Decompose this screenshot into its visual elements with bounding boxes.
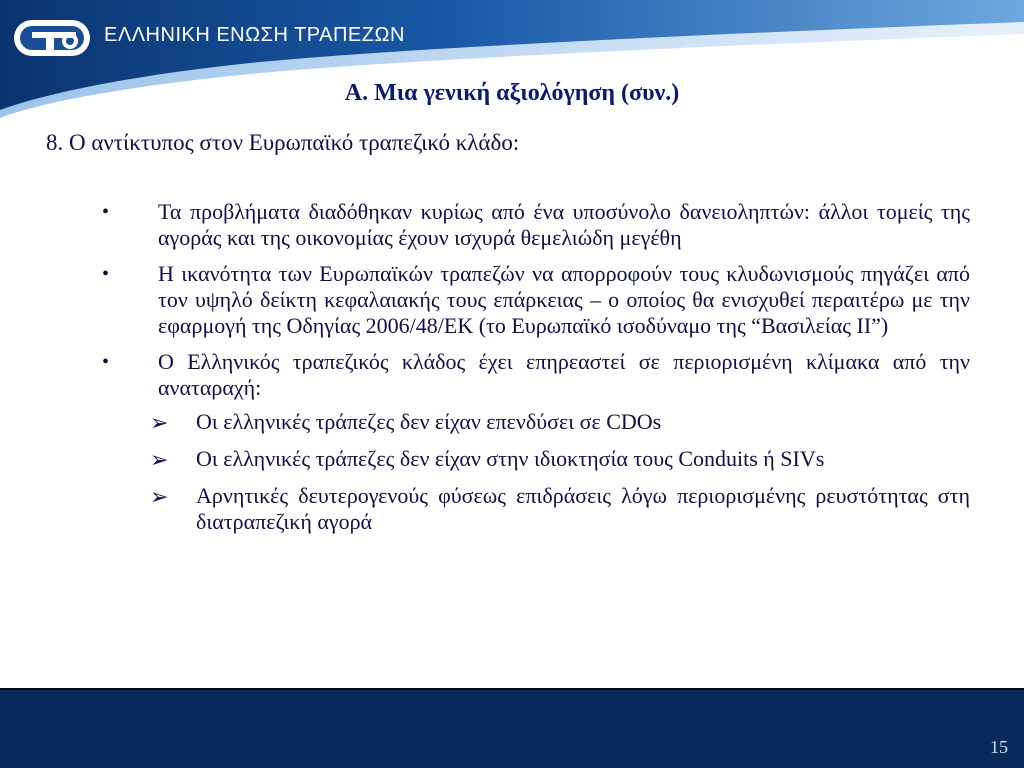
sub-bullet-list — [150, 409, 970, 535]
sub-bullet-text: Οι ελληνικές τράπεζες δεν είχαν επενδύσει σε CDOs — [196, 409, 662, 434]
bullet-text: Η ικανότητα των Ευρωπαϊκών τραπεζών να απορροφούν τους κλυδωνισμούς πηγάζει από τον υψηλό δείκτη κεφαλαιακής τους επάρκειας – ο οποίος θα ενισχυθεί περαιτέρω με την εφαρμογή της Οδηγίας 2006/48/ΕΚ (το Ευρωπαϊκό ισοδύναμο της “Βασιλείας ΙΙ”) — [158, 261, 970, 338]
sub-bullet-text: Αρνητικές δευτερογενούς φύσεως επιδράσεις λόγω περιορισμένης ρευστότητας στη διατραπεζική αγορά — [196, 483, 970, 534]
header-banner — [0, 0, 1024, 140]
sub-bullet-text: Οι ελληνικές τράπεζες δεν είχαν στην ιδιοκτησία τους Conduits ή SIVs — [196, 446, 825, 471]
arrow-bullet-icon: ➢ — [150, 447, 169, 472]
bullet-icon: • — [102, 201, 110, 223]
slide-content — [96, 199, 970, 545]
sub-bullet-item — [150, 483, 970, 535]
bullet-item — [96, 349, 970, 401]
bank-association-logo — [12, 18, 92, 58]
bullet-item — [96, 199, 970, 251]
sub-bullet-item — [150, 409, 970, 436]
bullet-item — [96, 261, 970, 339]
page-number: 15 — [990, 737, 1008, 757]
section-heading: 8. Ο αντίκτυπος στον Ευρωπαϊκό τραπεζικό κλάδο: — [46, 130, 520, 155]
slide-title: Α. Μια γενική αξιολόγηση (συν.) — [344, 80, 680, 106]
bullet-icon: • — [102, 263, 110, 285]
arrow-bullet-icon: ➢ — [150, 410, 169, 435]
arrow-bullet-icon: ➢ — [150, 484, 169, 509]
bullet-icon: • — [102, 351, 110, 373]
bullet-text: Τα προβλήματα διαδόθηκαν κυρίως από ένα υποσύνολο δανειοληπτών: άλλοι τομείς της αγοράς και της οικονομίας έχουν ισχυρά θεμελιώδη μεγέθη — [158, 199, 970, 250]
organization-name: ΕΛΛΗΝΙΚΗ ΕΝΩΣΗ ΤΡΑΠΕΖΩΝ — [104, 24, 405, 46]
bullet-text: Ο Ελληνικός τραπεζικός κλάδος έχει επηρεαστεί σε περιορισμένη κλίμακα από την αναταραχή: — [158, 349, 970, 400]
footer-bar — [0, 688, 1024, 768]
sub-bullet-item — [150, 446, 970, 473]
